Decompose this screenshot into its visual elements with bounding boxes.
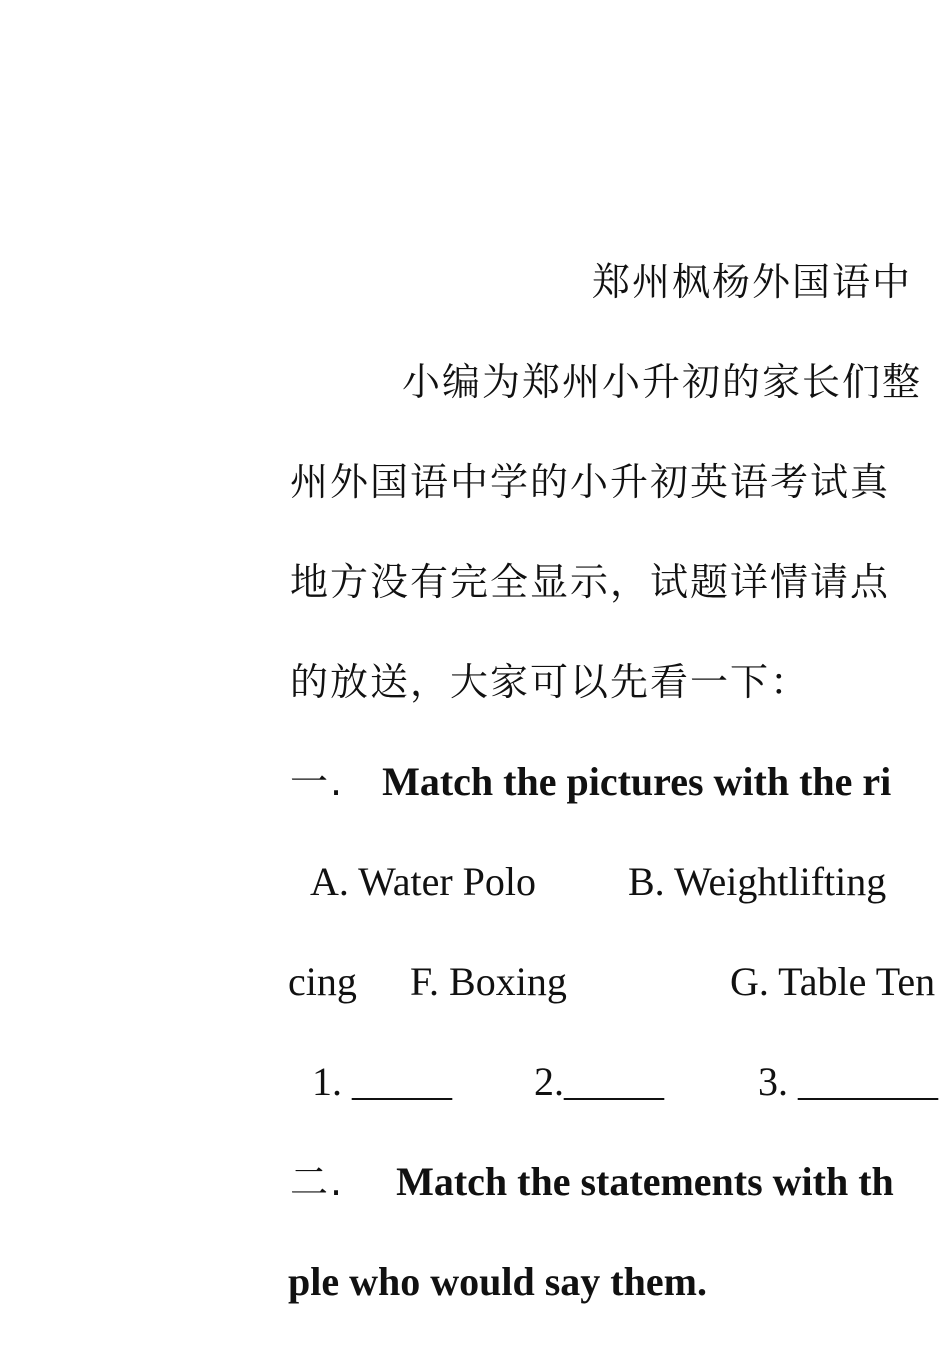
intro-line-3: 地方没有完全显示，试题详情请点 [290, 560, 891, 604]
section-1-title: Match the pictures with the ri [382, 759, 892, 804]
option-b: B. Weightlifting [628, 859, 887, 904]
intro-line-1: 小编为郑州小升初的家长们整 [402, 360, 923, 404]
answer-2: 2._____ [534, 1059, 664, 1104]
option-e-tail: cing [288, 959, 357, 1004]
option-f: F. Boxing [410, 959, 567, 1004]
intro-line-2: 州外国语中学的小升初英语考试真 [290, 460, 891, 504]
section-2-heading-continued: ple who would say them. [288, 1259, 707, 1304]
answer-3: 3. _______ [758, 1059, 938, 1104]
section-1-heading [290, 758, 891, 806]
option-g: G. Table Ten [730, 959, 936, 1004]
section-2-heading [290, 1158, 894, 1206]
option-a: A. Water Polo [310, 859, 537, 904]
section-1-marker: 一. [290, 760, 345, 804]
answer-1: 1. _____ [312, 1059, 452, 1104]
document-title: 郑州枫杨外国语中 [592, 260, 913, 304]
section-2-title: Match the statements with th [396, 1159, 894, 1204]
section-2-marker: 二. [290, 1160, 345, 1204]
intro-line-4: 的放送，大家可以先看一下： [290, 660, 811, 704]
